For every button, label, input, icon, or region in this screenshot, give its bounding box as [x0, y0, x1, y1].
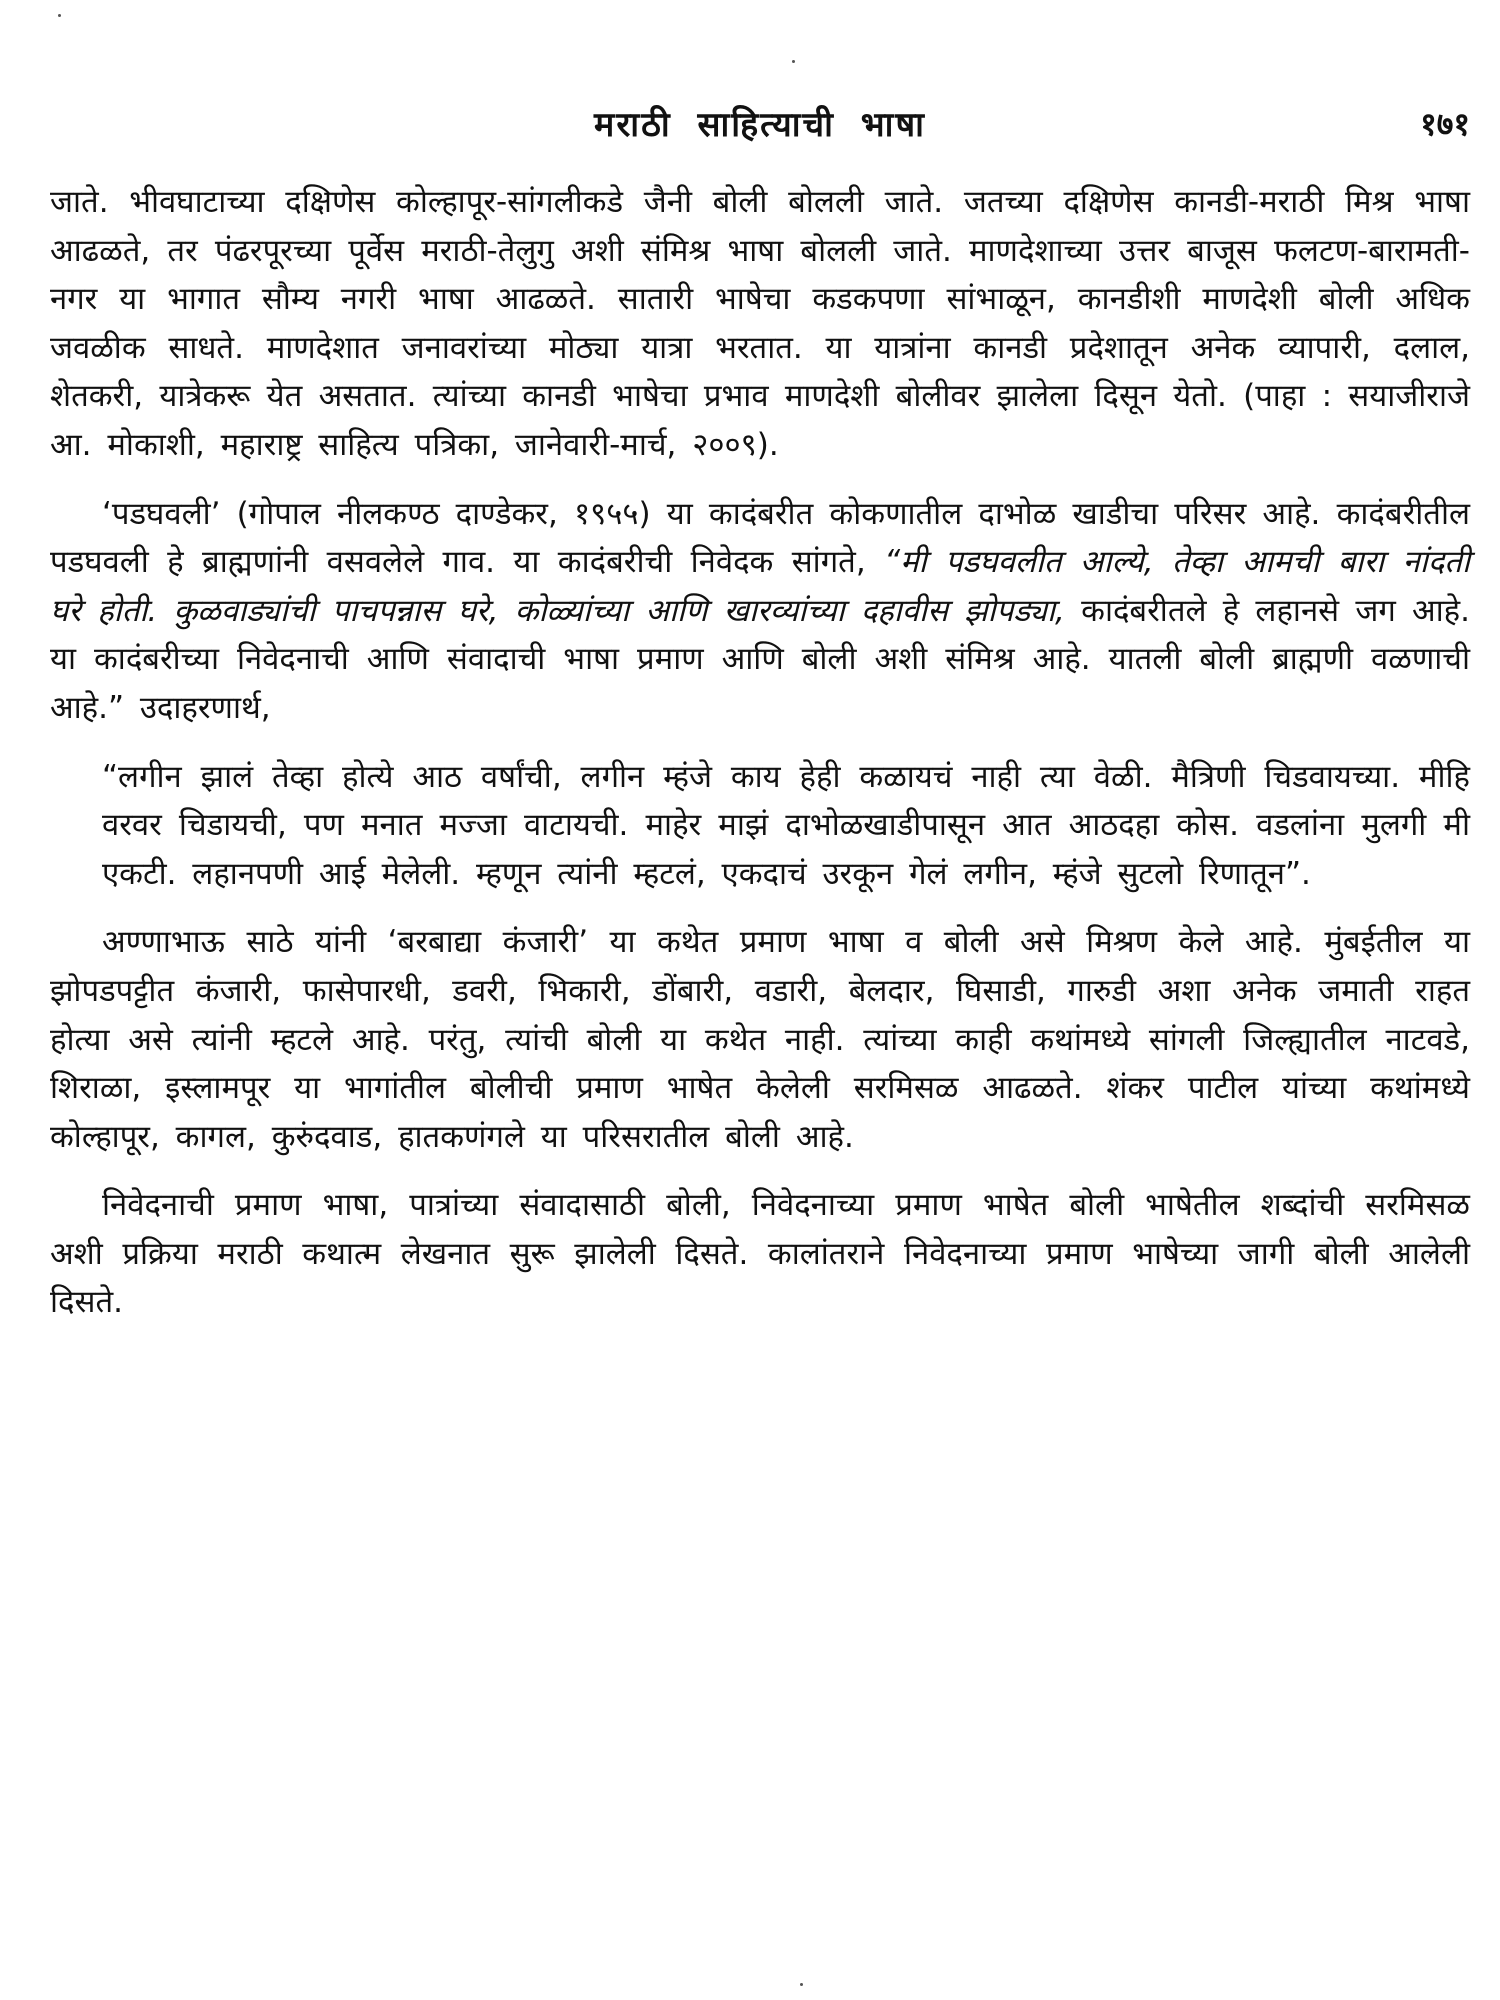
paragraph-annabhau-sathe: अण्णाभाऊ साठे यांनी ‘बरबाद्या कंजारी’ या कथेत प्रमाण भाषा व बोली असे मिश्रण केले आहे. मुंबईतील या झोपडपट्टीत कंजारी, फासेपारधी, डवरी, भिकारी, डोंबारी, वडारी, बेलदार, घिसाडी, गारुडी अशा अनेक जमाती राहत होत्या असे त्यांनी म्हटले आहे. परंतु, त्यांची बोली या कथेत नाही. त्यांच्या काही कथांमध्ये सांगली जिल्ह्यातील नाटवडे, शिराळा, इस्लामपूर या भागांतील बोलीची प्रमाण भाषेत केलेली सरमिसळ आढळते. शंकर पाटील यांच्या कथांमध्ये कोल्हापूर, कागल, कुरुंदवाड, हातकणंगले या परिसरातील बोली आहे.: [50, 924, 1470, 1155]
block-quote: “लगीन झालं तेव्हा होत्ये आठ वर्षांची, लगीन म्हंजे काय हेही कळायचं नाही त्या वेळी. मैत्रिणी चिडवायच्या. मीहि वरवर चिडायची, पण मनात मज्जा वाटायची. माहेर माझं दाभोळखाडीपासून आत आठदहा कोस. वडलांना मुलगी मी एकटी. लहानपणी आई मेलेली. म्हणून त्यांनी म्हटलं, एकदाचं उरकून गेलं लगीन, म्हंजे सुटलो रिणातून”.: [102, 758, 1470, 892]
page-title: मराठी साहित्याची भाषा: [594, 105, 926, 145]
scan-speck: [800, 1983, 803, 1986]
paragraph-text: ‘पडघवली’ (गोपाल नीलकण्ठ दाण्डेकर, १९५५) या कादंबरीत कोकणातील दाभोळ खाडीचा परिसर आहे. कादंबरीतील पडघवली हे ब्राह्मणांनी वसवलेले गाव. या कादंबरीची निवेदक सांगते,: [50, 495, 1470, 581]
novel-quote-inline: “मी पडघवलीत आल्ये, तेव्हा आमची बारा नांदती घरे होती. कुळवाड्यांची पाचपन्नास घरे, कोळ्यांच्या आणि खारव्यांच्या दहावीस झोपड्या,: [50, 544, 1470, 629]
paragraph-mandeshi-dialect: जाते. भीवघाटाच्या दक्षिणेस कोल्हापूर-सांगलीकडे जैनी बोली बोलली जाते. जतच्या दक्षिणेस कानडी-मराठी मिश्र भाषा आढळते, तर पंढरपूरच्या पूर्वेस मराठी-तेलुगु अशी संमिश्र भाषा बोलली जाते. माणदेशाच्या उत्तर बाजूस फलटण-बारामती-नगर या भागात सौम्य नगरी भाषा आढळते. सातारी भाषेचा कडकपणा सांभाळून, कानडीशी माणदेशी बोली अधिक जवळीक साधते. माणदेशात जनावरांच्या मोठ्या यात्रा भरतात. या यात्रांना कानडी प्रदेशातून अनेक व्यापारी, दलाल, शेतकरी, यात्रेकरू येत असतात. त्यांच्या कानडी भाषेचा प्रभाव माणदेशी बोलीवर झालेला दिसून येतो. (पाहा : सयाजीराजे आ. मोकाशी, महाराष्ट्र साहित्य पत्रिका, जानेवारी-मार्च, २००९).: [50, 184, 1470, 463]
scan-speck: [58, 14, 61, 17]
paragraph-narration-language: निवेदनाची प्रमाण भाषा, पात्रांच्या संवादासाठी बोली, निवेदनाच्या प्रमाण भाषेत बोली भाषेतील शब्दांची सरमिसळ अशी प्रक्रिया मराठी कथात्म लेखनात सुरू झालेली दिसते. कालांतराने निवेदनाच्या प्रमाण भाषेच्या जागी बोली आलेली दिसते.: [50, 1187, 1470, 1321]
page-body: [50, 178, 1470, 1327]
scan-speck: [792, 60, 795, 63]
running-header: [50, 100, 1470, 160]
page-number: १७१: [1420, 105, 1470, 143]
paragraph-text: कादंबरीतले हे लहानसे जग आहे. या कादंबरीच्या निवेदनाची आणि संवादाची भाषा प्रमाण आणि बोली अशी संमिश्र आहे. यातली बोली ब्राह्मणी वळणाची आहे.” उदाहरणार्थ,: [50, 592, 1470, 726]
paragraph-padghavali: [50, 490, 1470, 733]
